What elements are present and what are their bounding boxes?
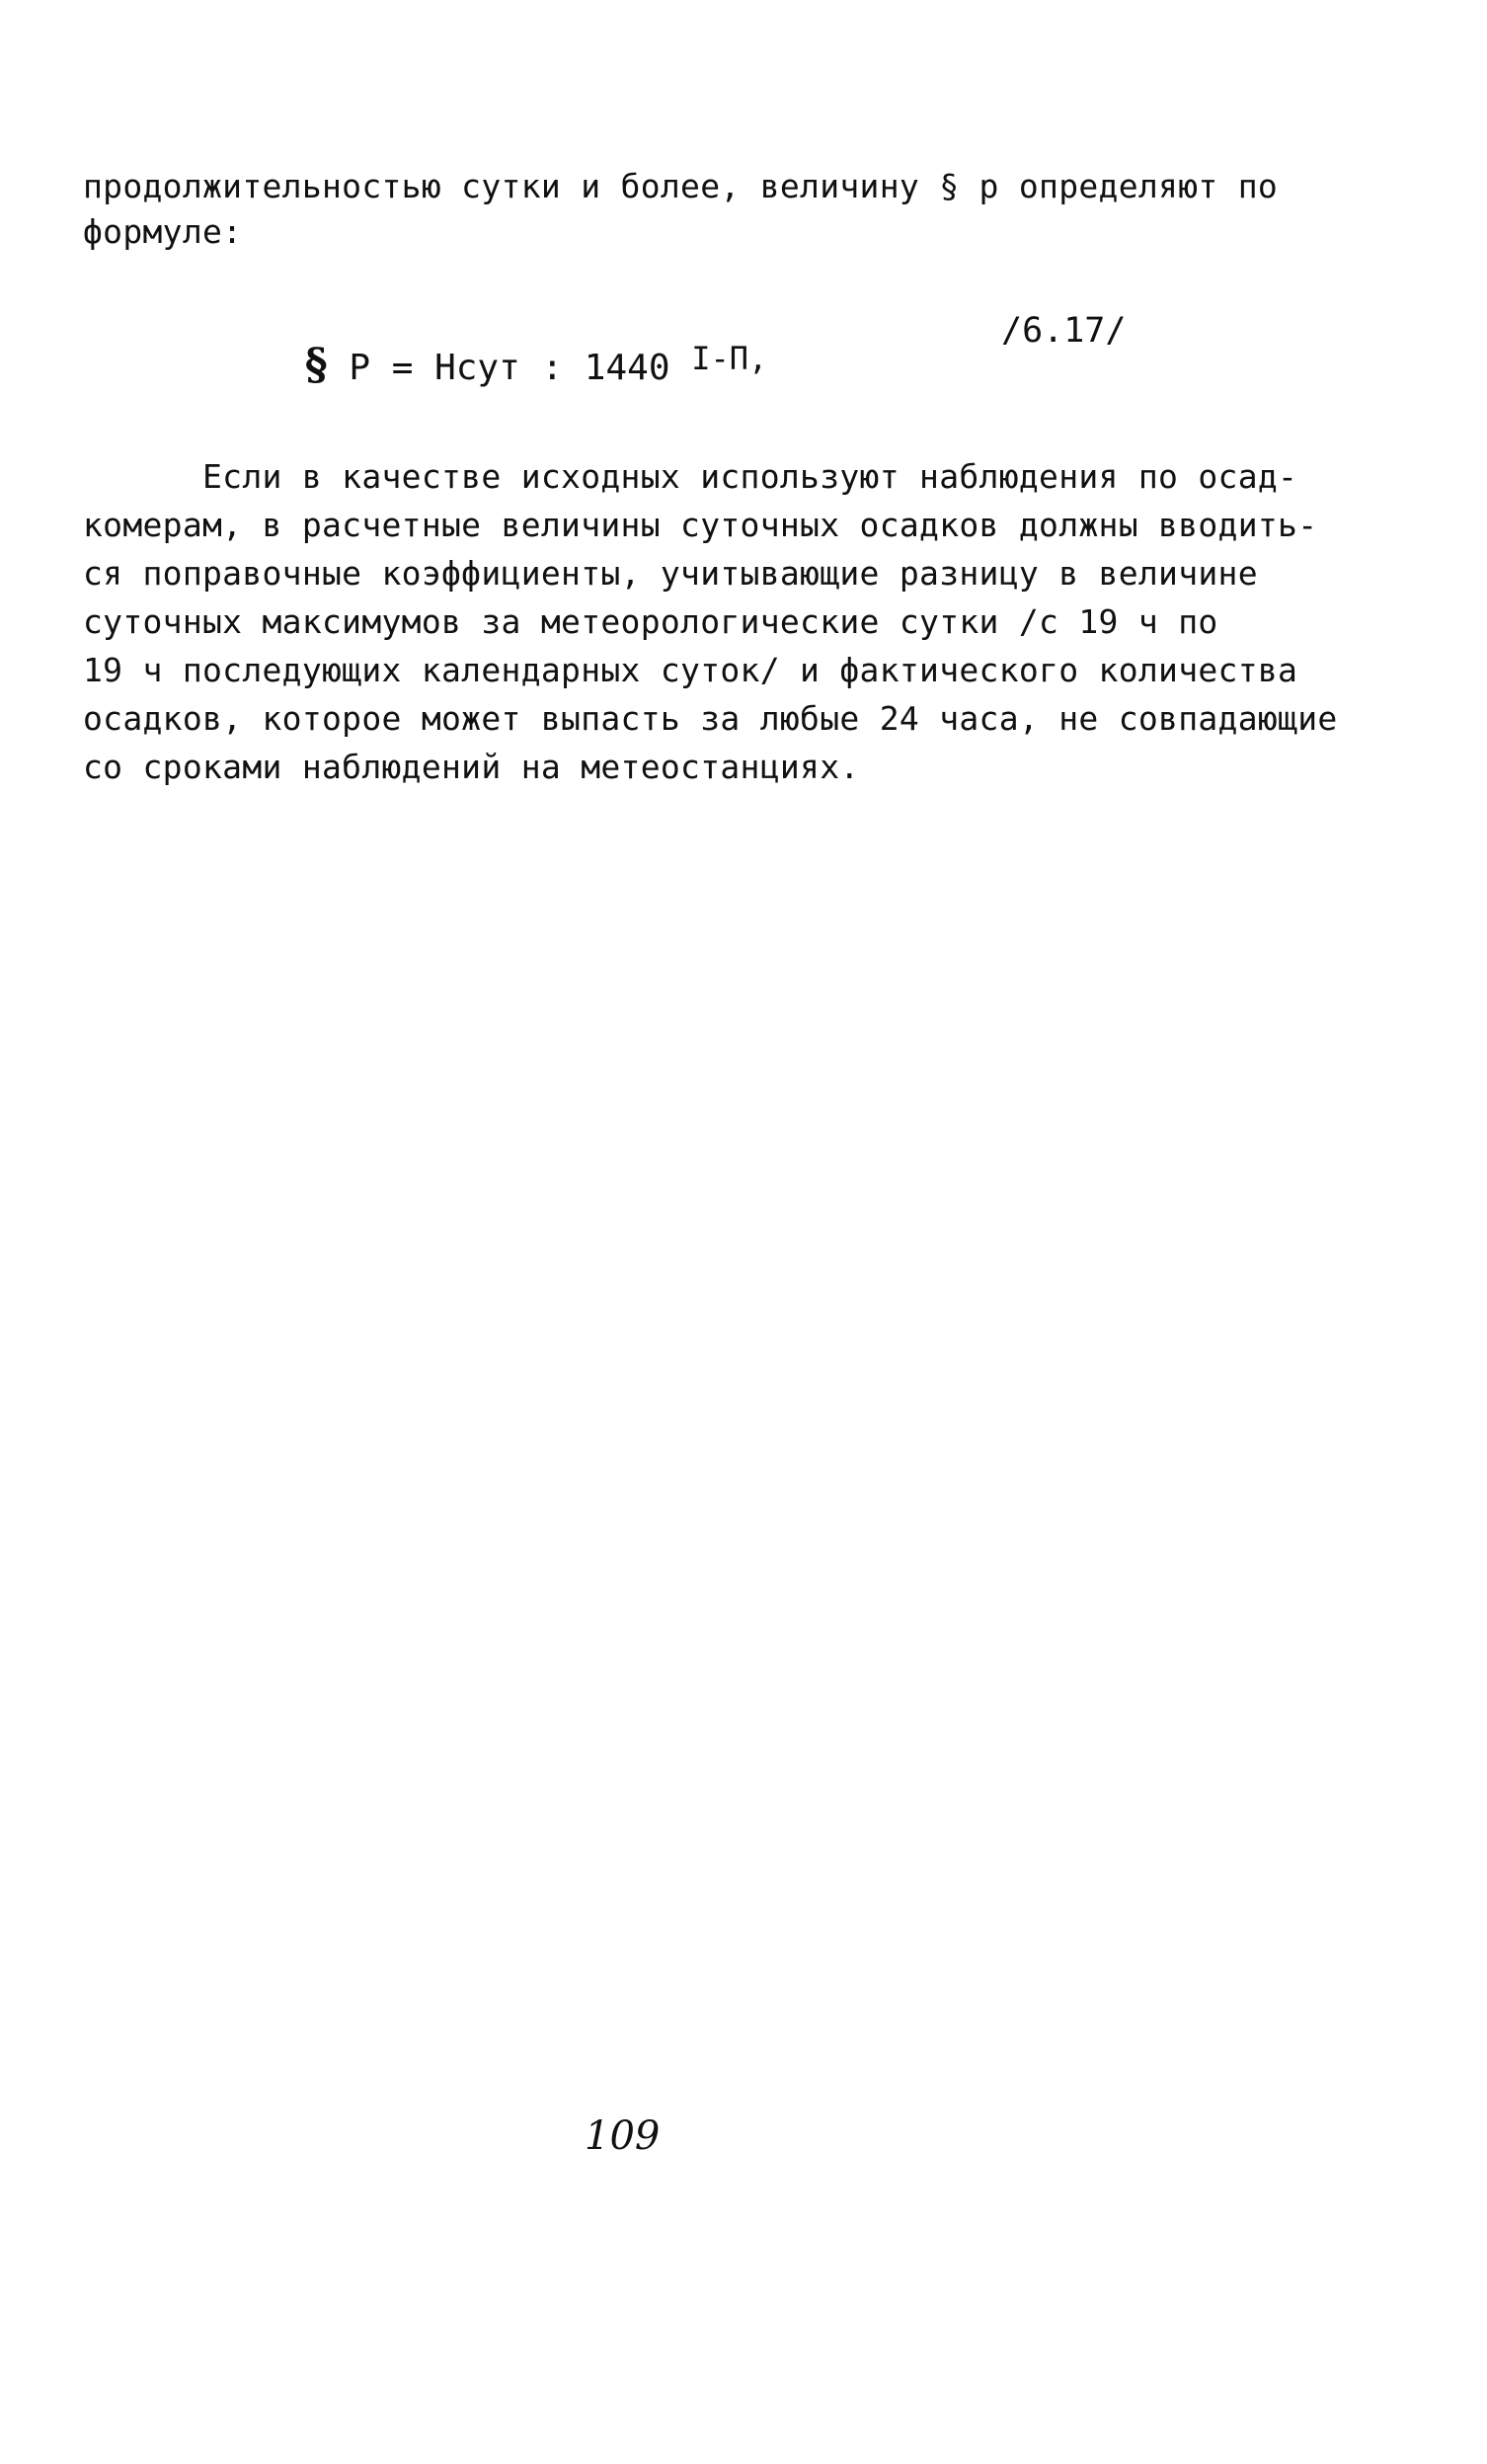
paragraph-line-7: со сроками наблюдений на метеостанциях. bbox=[83, 748, 860, 786]
formula-exponent: I-П, bbox=[691, 340, 768, 377]
paragraph-line-2: комерам, в расчетные величины суточных осадков должны вводить- bbox=[83, 506, 1318, 544]
paragraph-line-6: осадков, которое может выпасть за любые 24 часа, не совпадающие bbox=[83, 699, 1338, 738]
formula-expression: Р = Нсут : 1440 bbox=[327, 348, 692, 388]
paragraph-line-4: суточных максимумов за метеорологические сутки /с 19 ч по bbox=[83, 602, 1218, 641]
intro-line-1: продолжительностью сутки и более, величину § р определяют по bbox=[83, 167, 1279, 205]
formula bbox=[219, 308, 767, 423]
page-number: 109 bbox=[585, 2113, 661, 2159]
paragraph-line-3: ся поправочные коэффициенты, учитывающие разницу в величине bbox=[83, 554, 1258, 593]
intro-line-2: формуле: bbox=[83, 212, 243, 251]
formula-number: /6.17/ bbox=[1001, 311, 1127, 351]
paragraph-line-1: Если в качестве исходных используют наблюдения по осад- bbox=[83, 457, 1298, 496]
paragraph-line-5: 19 ч последующих календарных суток/ и фактического количества bbox=[83, 651, 1298, 689]
formula-symbol: § bbox=[304, 340, 328, 390]
